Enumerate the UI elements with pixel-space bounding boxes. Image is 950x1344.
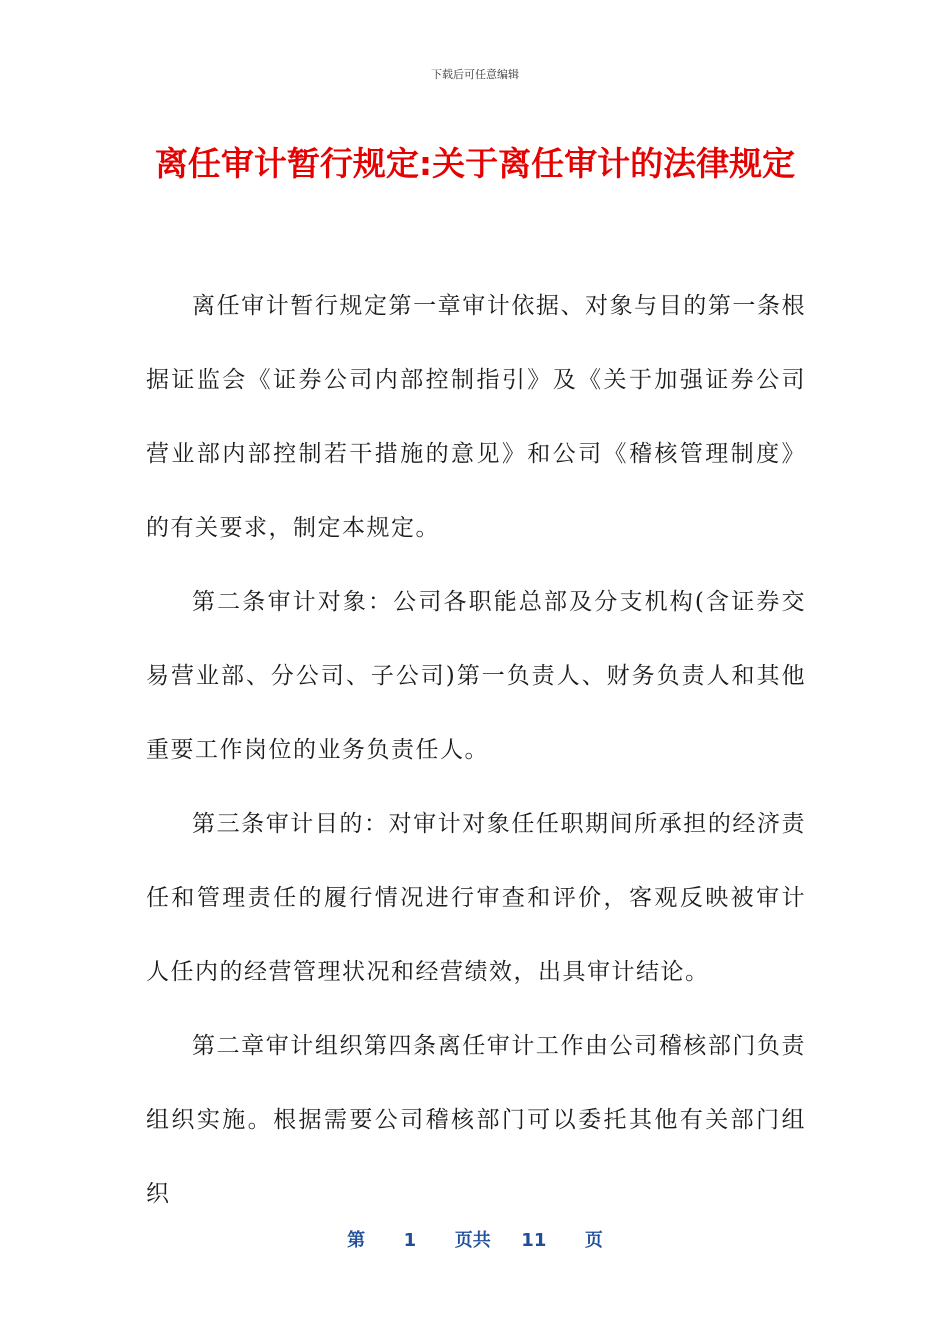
footer-prefix: 第 xyxy=(347,1230,366,1251)
footer-total-pages: 11 xyxy=(521,1230,547,1251)
paragraph: 第三条审计目的：对审计对象任任职期间所承担的经济责任和管理责任的履行情况进行审查和评价，客观反映被审计人任内的经营管理状况和经营绩效，出具审计结论。 xyxy=(146,811,806,985)
paragraph: 离任审计暂行规定第一章审计依据、对象与目的第一条根据证监会《证券公司内部控制指引》及《关于加强证券公司营业部内部控制若干措施的意见》和公司《稽核管理制度》的有关要求，制定本规定。 xyxy=(146,293,806,541)
page-footer xyxy=(0,1226,950,1252)
document-body xyxy=(146,269,806,1231)
footer-page-number: 1 xyxy=(403,1230,417,1251)
document-title: 离任审计暂行规定:关于离任审计的法律规定 xyxy=(154,144,796,183)
footer-middle: 页共 xyxy=(454,1230,491,1251)
paragraph: 第二条审计对象：公司各职能总部及分支机构(含证券交易营业部、分公司、子公司)第一负责人、财务负责人和其他重要工作岗位的业务负责任人。 xyxy=(146,589,806,763)
paragraph: 第二章审计组织第四条离任审计工作由公司稽核部门负责组织实施。根据需要公司稽核部门可以委托其他有关部门组织 xyxy=(146,1033,806,1207)
footer-suffix: 页 xyxy=(584,1230,603,1251)
header-note: 下载后可任意编辑 xyxy=(431,68,519,81)
